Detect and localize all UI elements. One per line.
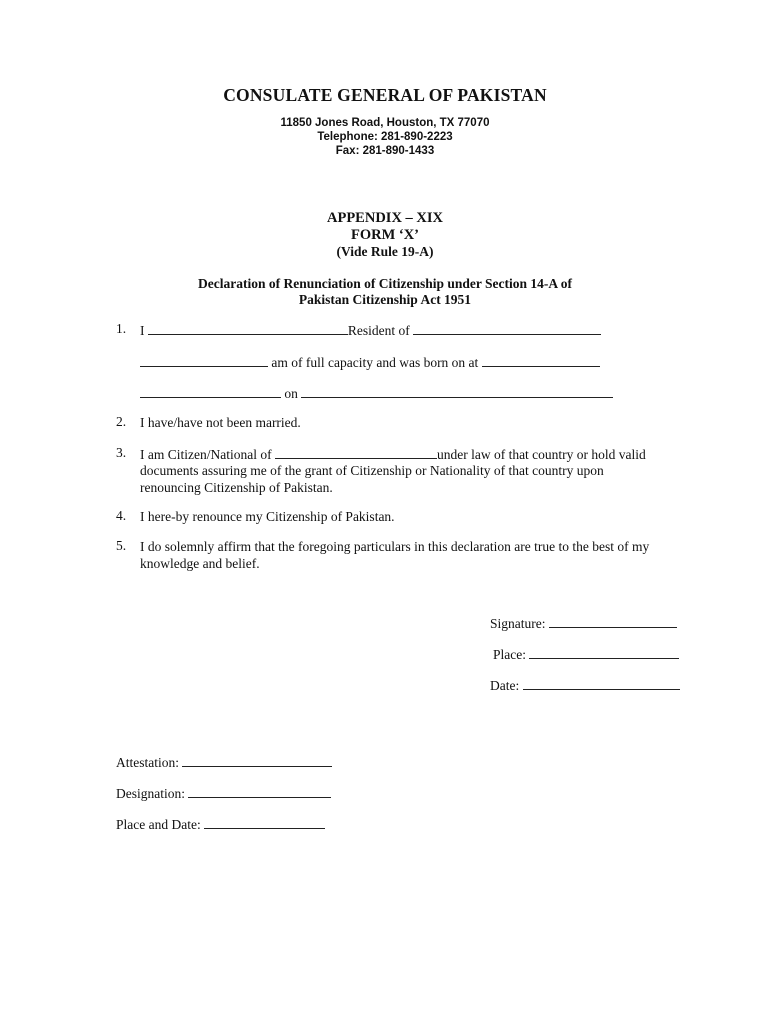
designation-label: Designation: [116, 786, 185, 801]
item-5-line2: knowledge and belief. [140, 556, 260, 571]
declaration-title-line2: Pakistan Citizenship Act 1951 [298, 292, 472, 307]
declaration-title-line1: Declaration of Renunciation of Citizenship under Section 14-A of [198, 276, 572, 291]
item-1-line1 [140, 321, 601, 339]
birthplace-field[interactable] [482, 353, 600, 367]
place-label: Place: [493, 647, 526, 662]
name-field[interactable] [148, 321, 348, 335]
place-date-field[interactable] [204, 815, 325, 829]
extra-name-field[interactable] [140, 353, 268, 367]
attestation-label: Attestation: [116, 755, 179, 770]
fax: Fax: 281-890-1433 [335, 145, 435, 157]
appendix-heading: APPENDIX – XIX [327, 210, 443, 226]
item-2-text: I have/have not been married. [140, 415, 301, 430]
form-heading: FORM ‘X’ [350, 227, 420, 243]
birth-detail-field[interactable] [140, 384, 281, 398]
date-row [490, 676, 680, 694]
item-number-2: 2. [116, 414, 127, 429]
item-5-line1: I do solemnly affirm that the foregoing particulars in this declaration are true to the best of my [140, 539, 650, 554]
attestation-field[interactable] [182, 753, 332, 767]
birth-date-field[interactable] [301, 384, 613, 398]
citizen-of-label: I am Citizen/National of [140, 447, 272, 462]
item-4-text: I here-by renounce my Citizenship of Pakistan. [140, 509, 395, 524]
item-3-line2: documents assuring me of the grant of Citizenship or Nationality of that country upon [140, 463, 604, 478]
signature-field[interactable] [549, 614, 677, 628]
item-1-line2 [140, 353, 600, 371]
under-law-label: under law of that country or hold valid [436, 447, 646, 462]
place-field[interactable] [529, 645, 679, 659]
on-label: on [284, 386, 298, 401]
signature-label: Signature: [490, 616, 546, 631]
residence-field[interactable] [413, 321, 601, 335]
designation-row [116, 784, 331, 802]
designation-field[interactable] [188, 784, 331, 798]
item-3-line3: renouncing Citizenship of Pakistan. [140, 480, 333, 495]
full-capacity-label: am of full capacity and was born on at [271, 355, 479, 370]
address: 11850 Jones Road, Houston, TX 77070 [280, 117, 490, 129]
date-label: Date: [490, 678, 520, 693]
telephone: Telephone: 281-890-2223 [317, 131, 453, 143]
item-number-5: 5. [116, 538, 127, 553]
attestation-row [116, 753, 332, 771]
item-1-line3 [140, 384, 613, 402]
place-date-label: Place and Date: [116, 817, 201, 832]
date-field[interactable] [523, 676, 680, 690]
item-number-3: 3. [116, 445, 127, 460]
item-3-line1 [140, 445, 646, 463]
resident-of-label: Resident of [347, 323, 410, 338]
signature-row [490, 614, 677, 632]
item-number-4: 4. [116, 508, 127, 523]
page-title: CONSULATE GENERAL OF PAKISTAN [223, 85, 547, 105]
place-date-row [116, 815, 325, 833]
item-1-pronoun: I [140, 323, 145, 338]
country-field[interactable] [275, 445, 437, 459]
rule-reference: (Vide Rule 19-A) [336, 244, 434, 259]
item-number-1: 1. [116, 321, 127, 336]
place-row [493, 645, 679, 663]
